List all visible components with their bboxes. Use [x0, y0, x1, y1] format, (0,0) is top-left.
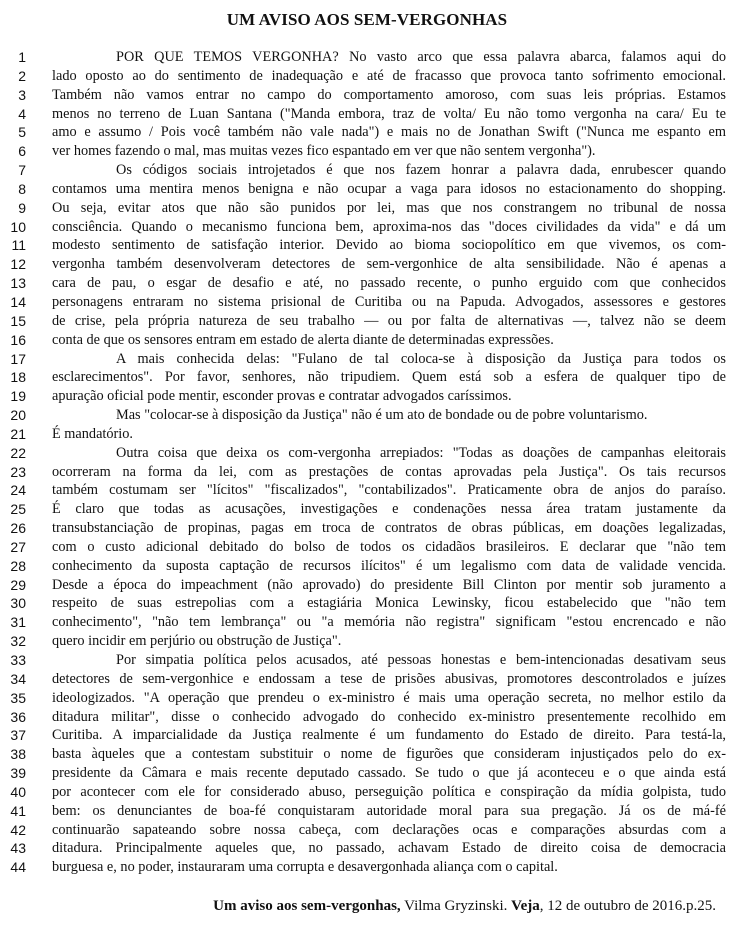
- line-text: POR QUE TEMOS VERGONHA? No vasto arco que essa palavra abarca, falamos aqui do: [116, 49, 726, 65]
- text-line: [0, 406, 734, 425]
- line-text: lado oposto ao do sentimento de inadequação e até de fracasso que provoca tanto sofrimento emocional.: [52, 67, 726, 84]
- source-author: Vilma Gryzinski.: [400, 898, 512, 914]
- line-text: conhecimento", "não tem lembrança" ou "a memória não registra" significam "estou encrencado e não: [52, 614, 726, 631]
- line-number: 26: [10, 520, 26, 537]
- text-line: [0, 86, 734, 105]
- text-line: [0, 576, 734, 595]
- line-text: por acontecer com ele for considerado abuso, perseguição política e conspiração da mídia golpista, tudo: [52, 783, 726, 800]
- line-number: 15: [10, 312, 26, 329]
- text-line: [0, 387, 734, 406]
- line-text: ocorreram na forma da lei, com as prestações de contas aprovadas pela Justiça". Os tais recursos: [52, 463, 726, 480]
- line-text: modesto sentimento de satisfação interior. Devido ao bioma sociopolítico em que vivemos, os com-: [52, 237, 726, 254]
- text-line: [0, 519, 734, 538]
- line-text: contamos uma mentira menos benigna e não ocupar a vaga para idosos no estacionamento do shopping.: [52, 180, 726, 197]
- line-text: A mais conhecida delas: "Fulano de tal coloca-se à disposição da Justiça para todos os: [116, 350, 726, 367]
- line-text: também costumam ser "lícitos" "fiscalizados", "contabilizados". Praticamente obra de anjos do paraíso.: [52, 482, 726, 499]
- text-line: [0, 726, 734, 745]
- text-line: [0, 500, 734, 519]
- text-line: [0, 538, 734, 557]
- line-text: É mandatório.: [52, 425, 133, 442]
- line-number: 30: [10, 595, 26, 612]
- line-number: 27: [10, 538, 26, 555]
- source-work-title: Um aviso aos sem-vergonhas,: [213, 898, 401, 914]
- line-text: vergonha também desenvolveram detectores de sem-vergonhice de alta sensibilidade. Não é apenas a: [52, 256, 726, 273]
- text-line: [0, 274, 734, 293]
- text-line: [0, 783, 734, 802]
- line-number: 33: [10, 652, 26, 668]
- line-number: 39: [10, 765, 26, 782]
- line-number: 23: [10, 463, 26, 480]
- text-line: [0, 293, 734, 312]
- text-line: [0, 802, 734, 821]
- line-text: de crise, pela própria natureza de seu trabalho — ou por falta de alternativas —, talvez não se deem: [52, 312, 726, 329]
- line-text: Mas "colocar-se à disposição da Justiça" não é um ato de bondade ou de pobre voluntarismo.: [116, 407, 648, 424]
- text-line: [0, 236, 734, 255]
- text-line: [0, 255, 734, 274]
- line-text: cara de pau, o esgar de desafio e até, no passado recente, o punho erguido com que conhecidos: [52, 275, 726, 292]
- line-number: 1: [18, 49, 26, 65]
- line-number: 11: [11, 237, 26, 254]
- line-number: 8: [18, 180, 26, 197]
- text-line: [0, 481, 734, 500]
- line-text: personagens entraram no sistema prisional de Curitiba ou na Papuda. Advogados, assessores e gestores: [52, 293, 726, 310]
- text-line: [0, 105, 734, 124]
- line-text: detectores de sem-vergonhice e endossam a tese de prisões abusivas, promotores descontrolados e juízes: [52, 670, 726, 687]
- line-number: 10: [10, 218, 26, 235]
- line-text: Curitiba. A imparcialidade da Justiça realmente é um fundamento do Estado de direito. Para testá-la,: [52, 727, 726, 744]
- text-line: [0, 557, 734, 576]
- line-text: Outra coisa que deixa os com-vergonha arrepiados: "Todas as doações de campanhas eleitorais: [116, 444, 726, 461]
- line-text: Também não vamos entrar no campo do comportamento amoroso, com suas leis próprias. Estamos: [52, 86, 726, 103]
- line-number: 37: [10, 727, 26, 744]
- line-number: 7: [18, 162, 26, 179]
- text-line: [0, 48, 734, 67]
- text-line: [0, 67, 734, 86]
- line-text: bem: os denunciantes de boa-fé conquistaram autoridade moral para sua pregação. Já os de má-fé: [52, 802, 726, 819]
- text-line: [0, 745, 734, 764]
- line-text: Por simpatia política pelos acusados, até pessoas honestas e bem-intencionadas desativam seus: [116, 652, 726, 668]
- source-citation: [213, 898, 716, 915]
- line-number: 22: [10, 444, 26, 461]
- line-text: ditadura. Principalmente aqueles que, no passado, achavam Estado de direito coisa de democracia: [52, 840, 726, 857]
- article-body: [0, 48, 734, 877]
- text-line: [0, 689, 734, 708]
- text-line: [0, 142, 734, 161]
- text-line: [0, 368, 734, 387]
- text-line: [0, 161, 734, 180]
- line-number: 13: [10, 275, 26, 292]
- line-number: 35: [10, 689, 26, 706]
- text-line: [0, 839, 734, 858]
- line-number: 32: [10, 633, 26, 650]
- text-line: [0, 123, 734, 142]
- line-text: ideologizados. "A operação que prendeu o ex-ministro é mais uma operação secreta, no melhor estilo da: [52, 689, 726, 706]
- text-line: [0, 180, 734, 199]
- line-number: 14: [10, 293, 26, 310]
- document-title: UM AVISO AOS SEM-VERGONHAS: [226, 10, 508, 29]
- line-number: 34: [10, 670, 26, 687]
- line-text: conta de que os sensores entram em estado de alerta diante de determinadas expressões.: [52, 331, 554, 348]
- source-magazine: Veja: [511, 898, 540, 914]
- line-number: 38: [10, 746, 26, 763]
- line-text: conhecimento da suposta captação de recursos ilícitos" é um legalismo com data de validade vencida.: [52, 557, 726, 574]
- line-number: 44: [10, 859, 26, 876]
- text-line: [0, 670, 734, 689]
- line-number: 40: [10, 783, 26, 800]
- text-line: [0, 821, 734, 840]
- line-number: 42: [10, 821, 26, 838]
- line-text: consciência. Quando o mecanismo funciona bem, aproxima-nos das "doces civilidades da vida" e dá um: [52, 218, 726, 235]
- line-number: 16: [10, 331, 26, 348]
- line-text: ditadura militar", disse o conhecido advogado do conhecido ex-ministro presentemente recolhido em: [52, 708, 726, 725]
- line-number: 19: [10, 388, 26, 405]
- line-text: É claro que todas as acusações, investigações e condenações nessa área tratam justamente da: [52, 501, 726, 518]
- line-text: basta àqueles que a contestam substituir o nome de figurões que consideram injustiçados pelo do ex-: [52, 746, 726, 763]
- line-text: ver homes fazendo o mal, mas muitas vezes fico espantado em ver que não sentem vergonha").: [52, 143, 596, 160]
- line-number: 5: [18, 124, 26, 141]
- text-line: [0, 708, 734, 727]
- text-line: [0, 651, 734, 670]
- line-number: 29: [10, 576, 26, 593]
- line-number: 21: [10, 425, 26, 442]
- line-text: menos no terreno de Luan Santana ("Manda embora, traz de volta/ Eu não tomo vergonha na cara/ Eu te: [52, 105, 726, 122]
- text-line: [0, 199, 734, 218]
- line-text: continuarão sapateando sobre nossa cabeça, com declarações ocas e comparações absurdas com a: [52, 821, 726, 838]
- text-line: [0, 218, 734, 237]
- line-number: 41: [10, 802, 26, 819]
- text-line: [0, 632, 734, 651]
- text-line: [0, 350, 734, 369]
- line-number: 28: [10, 557, 26, 574]
- line-text: transubstanciação de propinas, pagas em troca de contratos de obras públicas, em doações legalizadas,: [52, 520, 726, 537]
- line-number: 18: [10, 369, 26, 386]
- line-text: amo e assumo / Pois você também não vale nada") e mais no de Jonathan Swift ("Nunca me espanto em: [52, 124, 726, 141]
- line-number: 24: [10, 482, 26, 499]
- line-number: 12: [10, 256, 26, 273]
- line-text: esclarecimentos". Por favor, senhores, não tripudiem. Quem está sob a esfera de qualquer tipo de: [52, 369, 726, 386]
- text-line: [0, 444, 734, 463]
- line-text: Ou seja, evitar atos que não são punidos por lei, mas que nos constrangem no tribunal de nossa: [52, 199, 726, 216]
- text-line: [0, 463, 734, 482]
- source-details: , 12 de outubro de 2016.p.25.: [539, 898, 716, 914]
- line-number: 2: [18, 67, 26, 84]
- text-line: [0, 331, 734, 350]
- text-line: [0, 312, 734, 331]
- line-number: 25: [10, 501, 26, 518]
- text-line: [0, 425, 734, 444]
- text-line: [0, 594, 734, 613]
- line-text: com o custo adicional debitado do bolso de todos os cidadãos brasileiros. E declarar que "não tem: [52, 538, 726, 555]
- line-text: quero incidir em perjúrio ou obstrução de Justiça".: [52, 633, 342, 650]
- line-number: 36: [10, 708, 26, 725]
- line-text: apuração oficial pode mentir, esconder provas e contratar advogados caríssimos.: [52, 388, 512, 405]
- line-number: 4: [18, 105, 26, 122]
- line-number: 31: [10, 614, 26, 631]
- text-line: [0, 613, 734, 632]
- line-number: 17: [10, 350, 26, 367]
- text-line: [0, 858, 734, 877]
- line-text: burguesa e, no poder, instauraram uma corrupta e desavergonhada aliança com o capital.: [52, 859, 558, 876]
- line-text: presidente da Câmara e mais recente deputado cassado. Se tudo o que já aconteceu e o que ainda está: [52, 765, 726, 782]
- line-text: respeito de suas estrepolias com a estagiária Monica Lewinsky, ficou estabelecido que "não tem: [52, 595, 726, 612]
- line-text: Desde a época do impeachment (não aprovado) do presidente Bill Clinton por mentir sob juramento a: [52, 576, 726, 593]
- line-number: 6: [18, 143, 26, 160]
- line-number: 43: [10, 840, 26, 857]
- line-number: 9: [18, 199, 26, 216]
- line-text: Os códigos sociais introjetados é que nos fazem honrar a palavra dada, enrubescer quando: [116, 162, 726, 179]
- line-number: 3: [18, 86, 26, 103]
- line-number: 20: [10, 407, 26, 424]
- text-line: [0, 764, 734, 783]
